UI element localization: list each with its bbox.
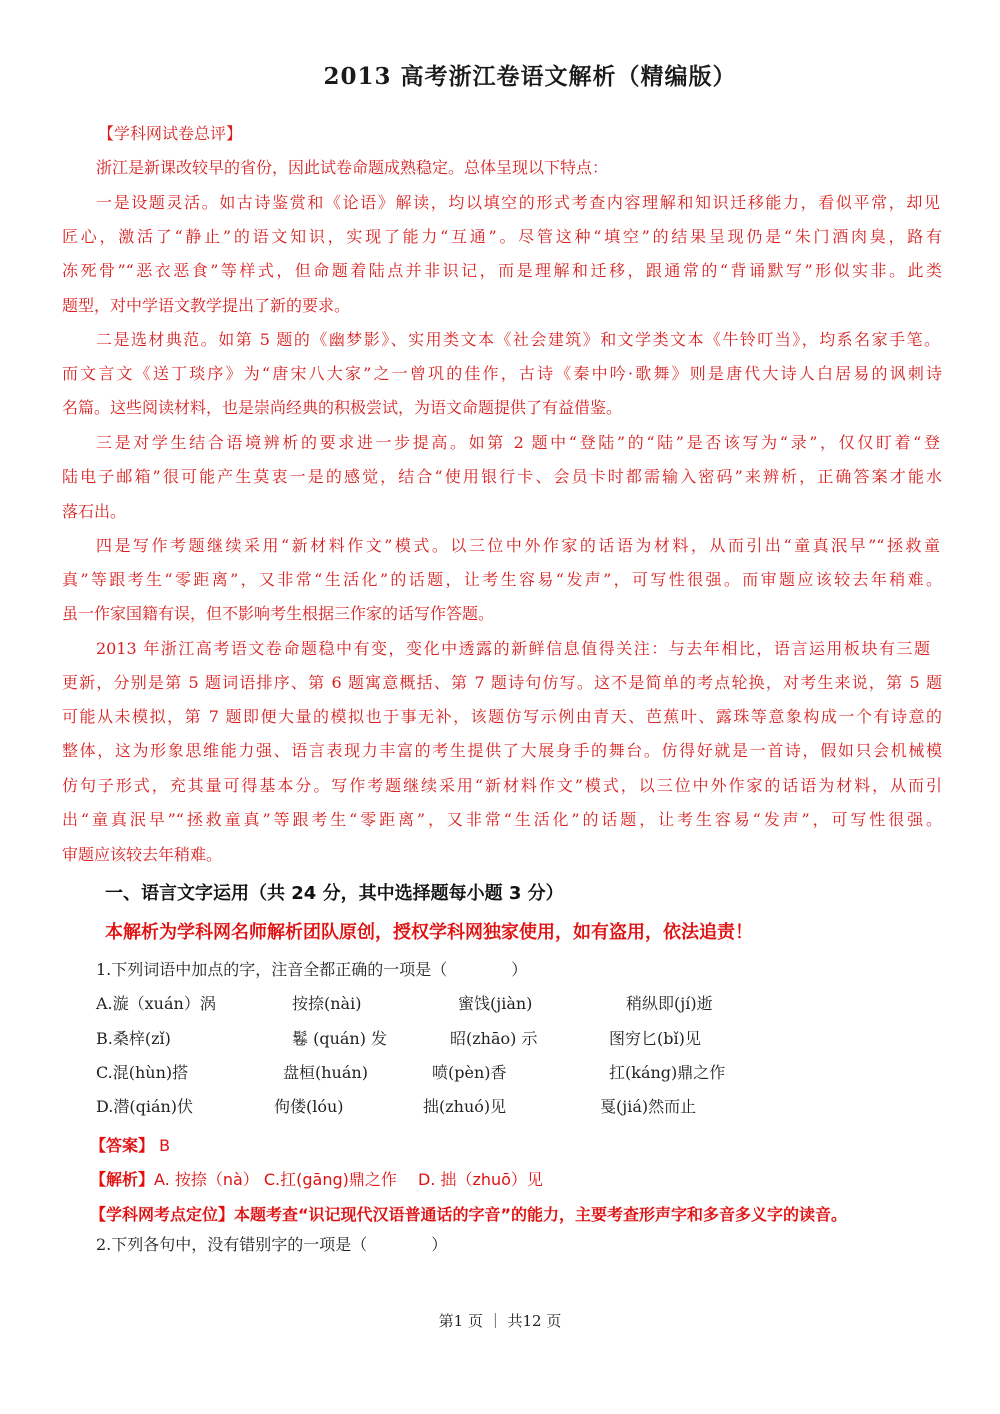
- option-c-item: 喷(pèn)香: [432, 1063, 507, 1082]
- paragraph-line: 题型，对中学语文教学提出了新的要求。: [62, 296, 351, 315]
- review-heading: 【学科网试卷总评】: [98, 124, 243, 143]
- option-d-item: 佝偻(lóu): [274, 1097, 344, 1116]
- analysis-text: A. 按捺（nà） C.扛(gāng)鼎之作 D. 拙（zhuō）见: [154, 1170, 543, 1189]
- section-heading: 一、语言文字运用（共 24 分，其中选择题每小题 3 分）: [105, 883, 564, 904]
- paragraph-line: 匠心，激活了“静止”的语文知识，实现了能力“互通”。尽管这种“填空”的结果呈现仍是“朱门酒肉臭，路有: [62, 227, 942, 246]
- paragraph-line: 落石出。: [62, 502, 127, 521]
- paragraph-line: 审题应该较去年稍难。: [62, 845, 223, 864]
- paragraph-line: 更新，分别是第 5 题词语排序、第 6 题寓意概括、第 7 题诗句仿写。这不是简单的考点轮换，对考生来说，第 5 题: [62, 673, 942, 692]
- option-c-item: 盘桓(huán): [283, 1063, 368, 1082]
- option-b-item: 图穷匕(bǐ)见: [609, 1029, 701, 1048]
- option-a-item: 稍纵即(jí)逝: [626, 994, 713, 1013]
- option-b-item: 昭(zhāo) 示: [450, 1029, 538, 1048]
- question-1-stem: 1.下列词语中加点的字，注音全都正确的一项是（ ）: [96, 960, 528, 979]
- paragraph-line: 二是选材典范。如第 5 题的《幽梦影》、实用类文本《社会建筑》和文学类文本《牛铃叮当》，均系名家手笔。: [96, 330, 940, 349]
- copyright-notice: 本解析为学科网名师解析团队原创，授权学科网独家使用，如有盗用，依法追责！: [105, 922, 753, 943]
- option-c-item: 扛(káng)鼎之作: [609, 1063, 726, 1082]
- option-c-item: C.混(hùn)搭: [96, 1063, 189, 1082]
- option-a-item: 按捺(nài): [292, 994, 362, 1013]
- page-footer: 第1 页 ｜ 共12 页: [438, 1312, 562, 1330]
- option-a-item: 蜜饯(jiàn): [458, 994, 533, 1013]
- option-d-item: 戛(jiá)然而止: [600, 1097, 697, 1116]
- paragraph-line: 虽一作家国籍有误，但不影响考生根据三作家的话写作答题。: [62, 604, 495, 623]
- option-d-item: 拙(zhuó)见: [423, 1097, 507, 1116]
- analysis-line: [90, 1167, 543, 1190]
- paragraph-line: 名篇。这些阅读材料，也是崇尚经典的积极尝试，为语文命题提供了有益借鉴。: [62, 398, 623, 417]
- paragraph-line: 出“童真泯早”“拯救童真”等跟考生“零距离”，又非常“生活化”的话题，让考生容易“发声”，可写性很强。: [62, 810, 942, 829]
- question-2-stem: 2.下列各句中，没有错别字的一项是（ ）: [96, 1235, 448, 1254]
- knowledge-point-line: [90, 1202, 847, 1225]
- paragraph-line: 仿句子形式，充其量可得基本分。写作考题继续采用“新材料作文”模式，以三位中外作家的话语为材料，从而引: [62, 776, 942, 795]
- option-b-item: 鬈 (quán) 发: [292, 1029, 388, 1048]
- paragraph-line: 整体，这为形象思维能力强、语言表现力丰富的考生提供了大展身手的舞台。仿得好就是一首诗，假如只会机械模: [62, 741, 942, 760]
- option-a-item: A.漩（xuán）涡: [96, 994, 216, 1013]
- paragraph-line: 而文言文《送丁琰序》为“唐宋八大家”之一曾巩的佳作，古诗《秦中吟·歌舞》则是唐代大诗人白居易的讽刺诗: [62, 364, 942, 383]
- option-b-item: B.桑梓(zǐ): [96, 1029, 171, 1048]
- knowledge-point-label: 【学科网考点定位】: [90, 1205, 235, 1224]
- answer-label: 【答案】: [90, 1136, 155, 1155]
- paragraph-line: 四是写作考题继续采用“新材料作文”模式。以三位中外作家的话语为材料，从而引出“童真泯早”“拯救童: [96, 536, 940, 555]
- paragraph-line: 三是对学生结合语境辨析的要求进一步提高。如第 2 题中“登陆”的“陆”是否该写为“录”，仅仅盯着“登: [96, 433, 940, 452]
- answer-value: B: [159, 1136, 171, 1155]
- page-title: 2013 高考浙江卷语文解析（精编版）: [323, 63, 737, 90]
- option-d-item: D.潜(qián)伏: [96, 1097, 194, 1116]
- paragraph-line: 冻死骨”“恶衣恶食”等样式，但命题着陆点并非识记，而是理解和迁移，跟通常的“背诵默写”形似实非。此类: [62, 261, 942, 280]
- paragraph-line: 2013 年浙江高考语文卷命题稳中有变，变化中透露的新鲜信息值得关注：与去年相比，语言运用板块有三题: [96, 639, 930, 658]
- paragraph-line: 真”等跟考生“零距离”，又非常“生活化”的话题，让考生容易“发声”，可写性很强。而审题应该较去年稍难。: [62, 570, 942, 589]
- paragraph-line: 可能从未模拟，第 7 题即便大量的模拟也于事无补，该题仿写示例由青天、芭蕉叶、露珠等意象构成一个有诗意的: [62, 707, 942, 726]
- paragraph-line: 陆电子邮箱”很可能产生莫衷一是的感觉，结合“使用银行卡、会员卡时都需输入密码”来辨析，正确答案才能水: [62, 467, 942, 486]
- answer-line: [90, 1133, 170, 1156]
- paragraph-line: 浙江是新课改较早的省份，因此试卷命题成熟稳定。总体呈现以下特点：: [96, 158, 609, 177]
- analysis-label: 【解析】: [90, 1170, 155, 1189]
- knowledge-point-text: 本题考查“识记现代汉语普通话的字音”的能力，主要考查形声字和多音多义字的读音。: [234, 1205, 848, 1224]
- paragraph-line: 一是设题灵活。如古诗鉴赏和《论语》解读，均以填空的形式考查内容理解和知识迁移能力，看似平常，却见: [96, 193, 940, 212]
